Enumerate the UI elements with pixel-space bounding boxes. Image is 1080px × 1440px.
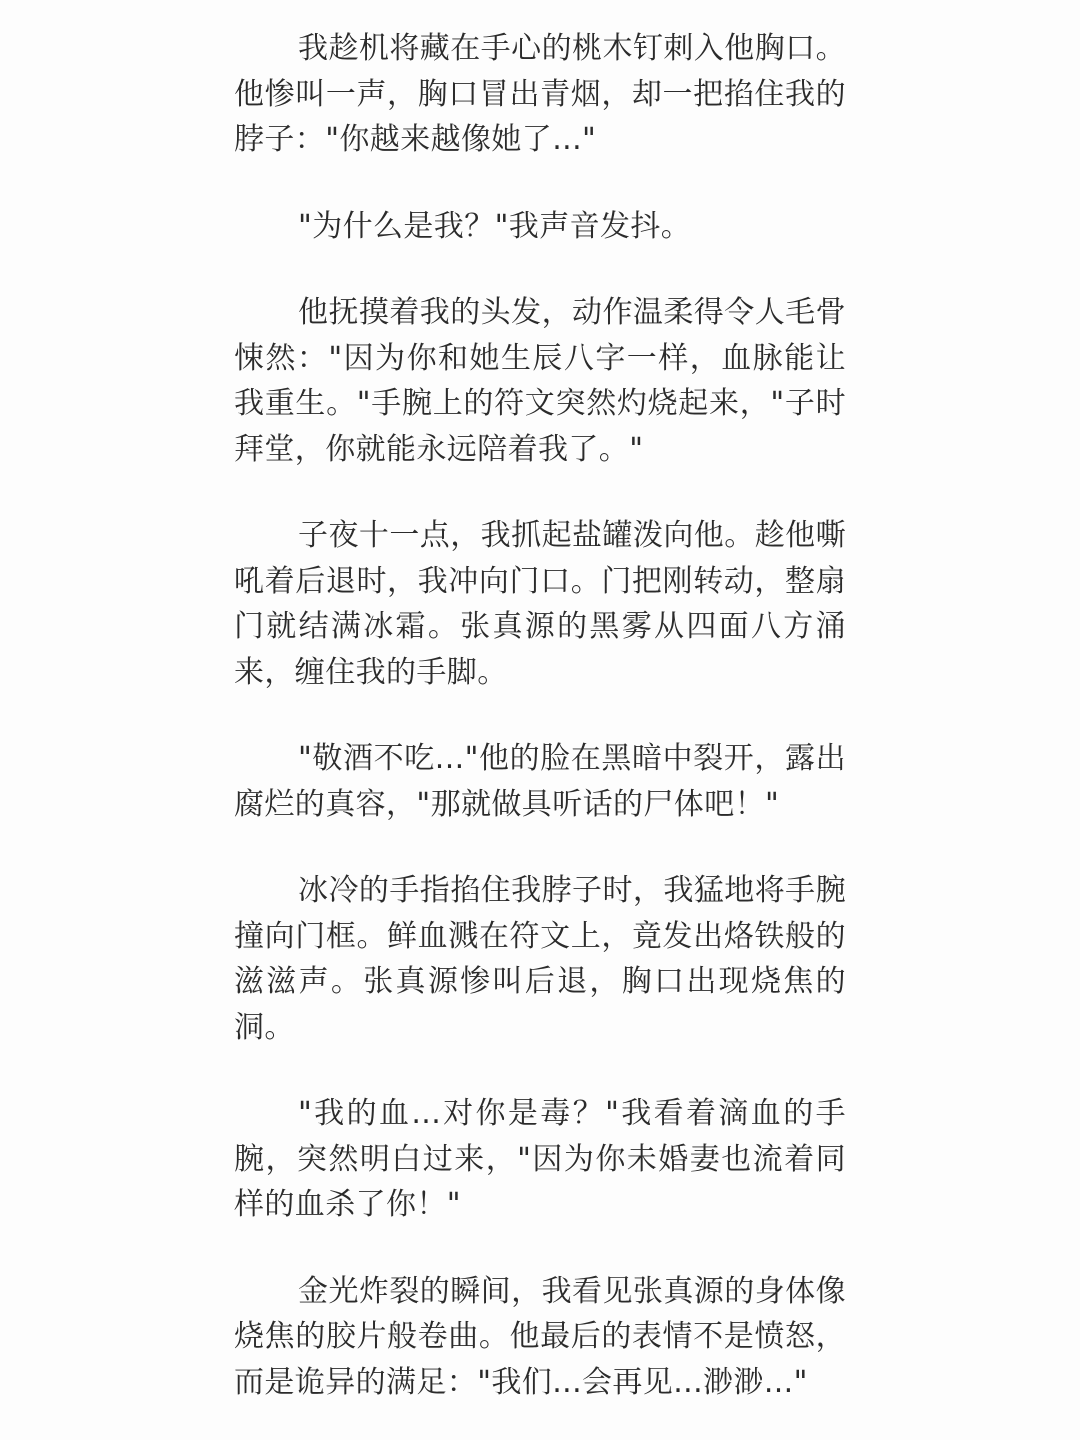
story-paragraph-5: "敬酒不吃..."他的脸在黑暗中裂开，露出腐烂的真容，"那就做具听话的尸体吧！": [234, 741, 846, 822]
story-text-column: [234, 26, 846, 1405]
story-paragraph-4: 子夜十一点，我抓起盐罐泼向他。趁他嘶吼着后退时，我冲向门口。门把刚转动，整扇门就结满冰霜。张真源的黑雾从四面八方涌来，缠住我的手脚。: [234, 518, 846, 690]
story-paragraph-2: "为什么是我？"我声音发抖。: [298, 208, 692, 244]
story-paragraph-8: 金光炸裂的瞬间，我看见张真源的身体像烧焦的胶片般卷曲。他最后的表情不是愤怒，而是诡异的满足："我们...会再见...渺渺...": [234, 1273, 846, 1400]
story-paragraph-1: 我趁机将藏在手心的桃木钉刺入他胸口。他惨叫一声，胸口冒出青烟，却一把掐住我的脖子："你越来越像她了...": [234, 31, 846, 157]
story-paragraph-6: 冰冷的手指掐住我脖子时，我猛地将手腕撞向门框。鲜血溅在符文上，竟发出烙铁般的滋滋声。张真源惨叫后退，胸口出现烧焦的洞。: [234, 873, 846, 1045]
story-paragraph-7: "我的血...对你是毒？"我看着滴血的手腕，突然明白过来，"因为你未婚妻也流着同样的血杀了你！": [234, 1096, 846, 1222]
story-paragraph-3: 他抚摸着我的头发，动作温柔得令人毛骨悚然："因为你和她生辰八字一样，血脉能让我重生。"手腕上的符文突然灼烧起来，"子时拜堂，你就能永远陪着我了。": [234, 295, 846, 467]
